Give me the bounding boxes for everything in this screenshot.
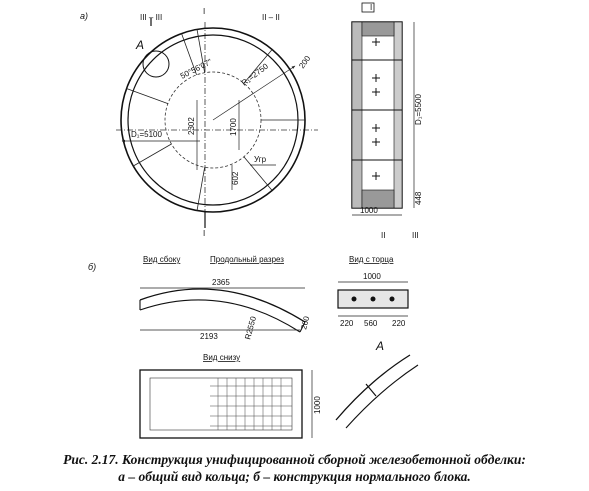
ring-joint-line bbox=[133, 144, 171, 166]
end-width-label: 1000 bbox=[363, 272, 381, 281]
block-views bbox=[88, 255, 418, 438]
view-end-label: Вид с торца bbox=[349, 255, 394, 264]
ugr-label: Угр bbox=[254, 155, 267, 164]
view-side-label: Вид сбоку bbox=[143, 255, 181, 264]
d1-label: D₁=5100 bbox=[131, 130, 162, 139]
bolt-mark bbox=[372, 124, 380, 132]
ring-segment-joints bbox=[127, 29, 305, 210]
block-outer-arc bbox=[140, 289, 305, 322]
bolt-mark bbox=[372, 38, 380, 46]
detail-a-joint bbox=[366, 384, 376, 396]
side-section-right-rib bbox=[394, 22, 402, 208]
end-view-hole-1 bbox=[352, 297, 357, 302]
bolt-mark bbox=[372, 172, 380, 180]
block-inner-arc bbox=[140, 300, 300, 332]
ring-joint-line bbox=[127, 89, 168, 104]
angle-label: 50°56'07" bbox=[178, 57, 214, 81]
width-label: 1000 bbox=[360, 206, 378, 215]
end-220-right: 220 bbox=[392, 319, 406, 328]
height-label: D₁=5500 bbox=[414, 94, 423, 125]
side-section-bolts bbox=[372, 38, 380, 180]
dim-2365: 2365 bbox=[212, 278, 230, 287]
thickness-label: 200 bbox=[297, 54, 313, 71]
dim-r2550: R2550 bbox=[243, 315, 259, 341]
dim-200: 200 bbox=[299, 315, 312, 331]
bolt-mark bbox=[372, 88, 380, 96]
cut-mark-i-label: I bbox=[370, 3, 373, 12]
callout-a-label: А bbox=[136, 38, 145, 52]
dim-1700: 1700 bbox=[229, 118, 238, 136]
dim-2302: 2302 bbox=[187, 117, 196, 135]
bottom-height-label: 1000 bbox=[313, 396, 322, 414]
end-560: 560 bbox=[364, 319, 378, 328]
part-a-label: а) bbox=[80, 11, 89, 21]
detail-a-arc-outer bbox=[336, 355, 410, 420]
dim-2193: 2193 bbox=[200, 332, 218, 341]
view-bottom-label: Вид снизу bbox=[203, 353, 241, 362]
ring-view bbox=[80, 7, 318, 238]
part-b-label: б) bbox=[88, 262, 97, 272]
cut-mark-i-bottom-label: I bbox=[203, 229, 206, 238]
caption-line-1: Рис. 2.17. Конструкция унифицированной сборной железобетонной обделки: bbox=[63, 452, 526, 467]
dim-602: 602 bbox=[231, 171, 240, 185]
bottom-view-outline bbox=[140, 370, 302, 438]
caption-line-2: а – общий вид кольца; б – конструкция нормального блока. bbox=[118, 469, 471, 484]
callout-a-circle bbox=[143, 51, 169, 77]
side-section-left-rib bbox=[352, 22, 362, 208]
dim-448: 448 bbox=[414, 191, 423, 205]
radius-label: R₁=2750 bbox=[239, 61, 270, 88]
view-section-label: Продольный разрез bbox=[210, 255, 284, 264]
cut-mark-ii-label: II bbox=[381, 231, 386, 240]
section-label-ii: II – II bbox=[262, 13, 280, 22]
end-view-hole-3 bbox=[390, 297, 395, 302]
cut-mark-iii-label: III bbox=[412, 231, 419, 240]
block-end-lines bbox=[140, 300, 305, 332]
ring-side-section bbox=[352, 3, 423, 240]
end-220-left: 220 bbox=[340, 319, 354, 328]
bottom-view-grid bbox=[210, 378, 292, 430]
bolt-mark bbox=[372, 74, 380, 82]
bolt-mark bbox=[372, 138, 380, 146]
end-view-hole-2 bbox=[371, 297, 376, 302]
detail-a-label: А bbox=[376, 339, 385, 353]
section-label-i-top: I bbox=[203, 7, 206, 16]
side-section-top-block bbox=[362, 22, 394, 36]
section-label-iii: III – III bbox=[140, 13, 163, 22]
